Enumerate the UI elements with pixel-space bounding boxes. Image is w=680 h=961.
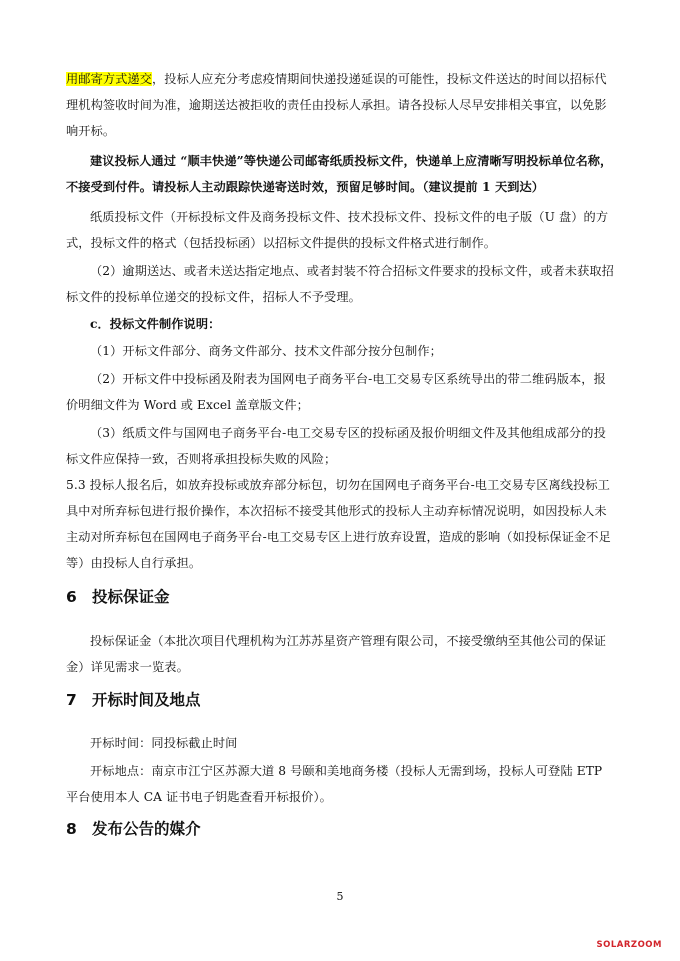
paragraph-late-delivery: （2）逾期送达、或者未送达指定地点、或者封装不符合招标文件要求的投标文件，或者未获取招标文件的投标单位递交的投标文件，招标人不予受理。 xyxy=(66,264,614,304)
section-heading-8 xyxy=(66,817,201,839)
section-title: 投标保证金 xyxy=(92,588,170,606)
paragraph-mail-delivery xyxy=(66,66,618,144)
section-number: 7 xyxy=(66,691,77,709)
section-title: 发布公告的媒介 xyxy=(92,820,201,838)
section-heading-6 xyxy=(66,585,170,607)
paragraph-bid-bond: 投标保证金（本批次项目代理机构为江苏苏星资产管理有限公司，不接受缴纳至其他公司的保证金）详见需求一览表。 xyxy=(66,634,607,674)
paragraph-instruction-2: （2）开标文件中投标函及附表为国网电子商务平台-电工交易专区系统导出的带二维码版本，报价明细文件为 Word 或 Excel 盖章版文件； xyxy=(66,372,606,412)
page-number: 5 xyxy=(336,890,344,903)
paragraph-5-3: 5.3 投标人报名后，如放弃投标或放弃部分标包，切勿在国网电子商务平台-电工交易专区离线投标工具中对所弃标包进行报价操作，本次招标不接受其他形式的投标人主动弃标情况说明，如因投标人未主动对所弃标包在国网电子商务平台-电工交易专区上进行放弃设置，造成的影响（如投标保证金不足等）由投标人自行承担。 xyxy=(66,478,611,570)
section-number: 8 xyxy=(66,820,77,838)
highlighted-text: 用邮寄方式递交 xyxy=(66,72,153,86)
section-title: 开标时间及地点 xyxy=(92,691,201,709)
subheading-bid-instructions: c．投标文件制作说明： xyxy=(90,317,221,331)
paragraph-courier-advice: 建议投标人通过 “顺丰快递”等快递公司邮寄纸质投标文件，快递单上应清晰写明投标单位名称，不接受到付件。请投标人主动跟踪快递寄送时效，预留足够时间。（建议提前 1 天到达） xyxy=(66,154,613,194)
paragraph-instruction-3: （3）纸质文件与国网电子商务平台-电工交易专区的投标函及报价明细文件及其他组成部分的投标文件应保持一致，否则将承担投标失败的风险； xyxy=(66,426,606,466)
paragraph-instruction-1: （1）开标文件部分、商务文件部分、技术文件部分按分包制作； xyxy=(90,344,442,358)
section-heading-7 xyxy=(66,688,201,710)
paragraph-opening-time: 开标时间：同投标截止时间 xyxy=(90,736,238,750)
paragraph-text: ，投标人应充分考虑疫情期间快递投递延误的可能性，投标文件送达的时间以招标代理机构签收时间为准，逾期送达被拒收的责任由投标人承担。请各投标人尽早安排相关事宜，以免影响开标。 xyxy=(66,72,607,138)
watermark-logo: SOLARZOOM xyxy=(596,940,662,950)
paragraph-opening-location: 开标地点：南京市江宁区苏源大道 8 号颐和美地商务楼（投标人无需到场，投标人可登陆 ETP 平台使用本人 CA 证书电子钥匙查看开标报价）。 xyxy=(66,764,603,804)
section-number: 6 xyxy=(66,588,77,606)
paragraph-paper-bid-format: 纸质投标文件（开标投标文件及商务投标文件、技术投标文件、投标文件的电子版（U 盘）的方式，投标文件的格式（包括投标函）以招标文件提供的投标文件格式进行制作。 xyxy=(66,210,609,250)
